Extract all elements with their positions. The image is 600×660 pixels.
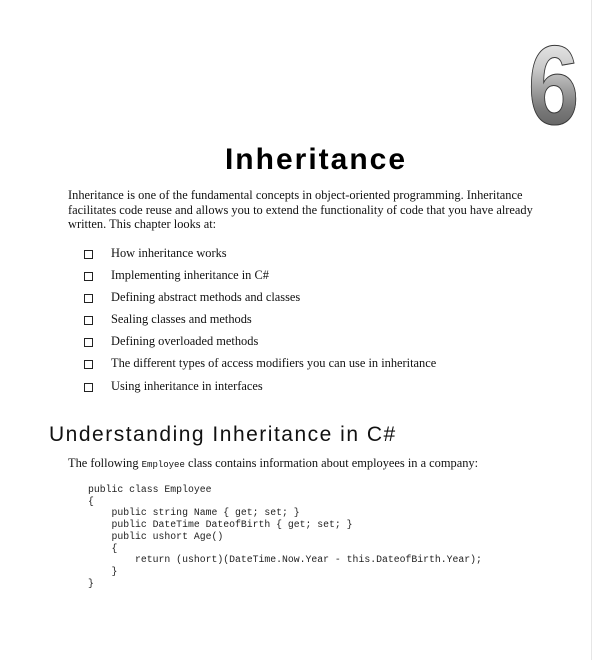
intro-paragraph: Inheritance is one of the fundamental concepts in object-oriented programming. Inheritance facilitates code reuse and allows you to extend the functionality of code that you have already written. This chapter looks at: — [68, 188, 533, 231]
topic-item — [84, 379, 436, 401]
topic-label: Using inheritance in interfaces — [111, 378, 263, 393]
code-listing: public class Employee { public string Name { get; set; } public DateTime DateofBirth { get; set; } public ushort Age() { return (ushort)(DateTime.Now.Year - this.DateofBirth.Year); } } — [88, 484, 482, 589]
section-text-before: The following — [68, 456, 142, 470]
topic-label: Implementing inheritance in C# — [111, 268, 269, 283]
topic-label: The different types of access modifiers you can use in inheritance — [111, 356, 437, 371]
topic-label: Sealing classes and methods — [111, 312, 252, 327]
topic-item — [84, 334, 436, 356]
topic-item — [84, 246, 436, 268]
chapter-title: Inheritance — [224, 143, 408, 176]
checkbox-bullet-icon — [84, 316, 93, 325]
topic-label: How inheritance works — [111, 246, 227, 260]
topic-item — [84, 290, 436, 312]
checkbox-bullet-icon — [84, 250, 93, 259]
checkbox-bullet-icon — [84, 383, 93, 392]
page-edge-rule — [591, 0, 592, 660]
checkbox-bullet-icon — [84, 272, 93, 281]
checkbox-bullet-icon — [84, 338, 93, 347]
topic-label: Defining overloaded methods — [111, 334, 259, 349]
topic-item — [84, 268, 436, 290]
topic-item — [84, 312, 436, 334]
topic-list — [84, 246, 436, 401]
topic-label: Defining abstract methods and classes — [111, 290, 301, 305]
section-text-after: class contains information about employees in a company: — [184, 456, 479, 470]
inline-code-term: Employee — [141, 460, 185, 470]
section-paragraph — [68, 456, 568, 472]
checkbox-bullet-icon — [84, 360, 93, 369]
chapter-number: 6 — [528, 23, 580, 148]
checkbox-bullet-icon — [84, 294, 93, 303]
topic-item — [84, 356, 436, 378]
section-heading: Understanding Inheritance in C# — [49, 423, 397, 446]
